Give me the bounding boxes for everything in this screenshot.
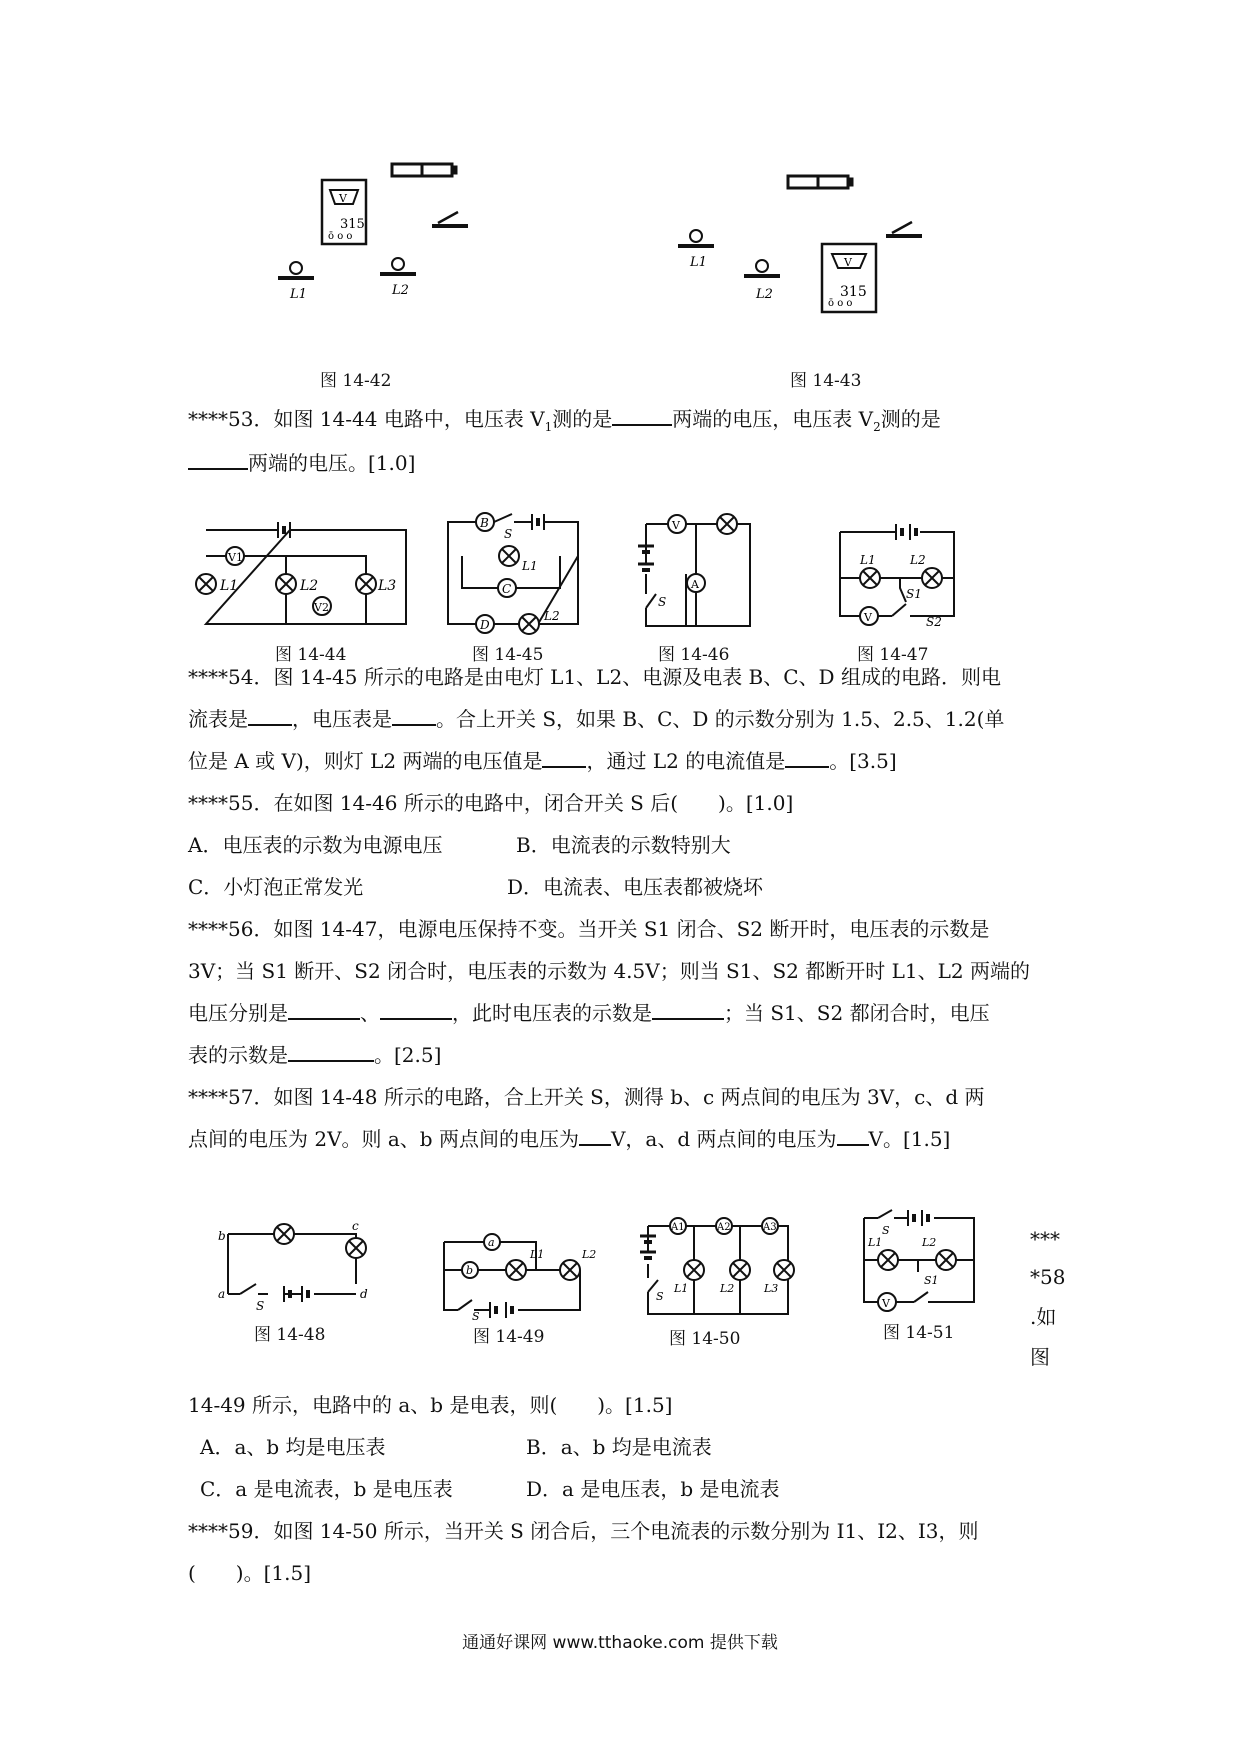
question-56-line-3: 电压分别是 、 ，此时电压表的示数是 ；当 S1、S2 都闭合时，电压 — [188, 992, 990, 1034]
lamp-l2-label: L2 — [922, 1236, 937, 1249]
switch-s1-label: S1 — [906, 587, 922, 601]
lamp-l3-label: L3 — [764, 1282, 779, 1295]
voltmeter-scale: 315 — [340, 217, 365, 232]
voltmeter-label: V — [844, 256, 852, 269]
lamp-l2-label: L2 — [392, 283, 409, 298]
figure-caption: 图 14-45 — [472, 645, 544, 665]
question-54-line-1: ****54．图 14-45 所示的电路是由电灯 L1、L2、电源及电表 B、C、D 组成的电路．则电 — [188, 665, 1001, 689]
answer-blank[interactable] — [785, 746, 829, 768]
switch-s-label: S — [658, 595, 667, 609]
lamp-l2-label: L2 — [544, 609, 560, 623]
question-58-side-3: .如 — [1030, 1305, 1057, 1329]
figure-14-46 — [636, 514, 756, 636]
question-58-side-4: 图 — [1030, 1345, 1050, 1369]
question-58-option-d[interactable]: D．a 是电压表，b 是电流表 — [526, 1477, 780, 1501]
switch-s-label: S — [882, 1224, 890, 1237]
figure-14-44 — [206, 512, 406, 632]
voltmeter-label: V — [339, 192, 347, 205]
answer-blank[interactable] — [288, 998, 360, 1020]
figure-caption: 图 14-42 — [320, 371, 392, 391]
answer-blank[interactable] — [837, 1124, 869, 1146]
ammeter-a1-label: A1 — [671, 1222, 685, 1233]
figure-14-47 — [840, 522, 960, 629]
meter-a-label: a — [488, 1236, 495, 1249]
svg-text:ō o o: ō o o — [328, 231, 353, 242]
ammeter-label: A — [691, 578, 699, 591]
meter-d-label: D — [480, 618, 490, 632]
question-54-line-3: 位是 A 或 V)，则灯 L2 两端的电压值是 ，通过 L2 的电流值是 。[3.5] — [188, 740, 897, 782]
answer-blank[interactable] — [579, 1124, 611, 1146]
page-footer: 通通好课网 www.tthaoke.com 提供下载 — [462, 1633, 778, 1653]
question-57-line-1: ****57．如图 14-48 所示的电路，合上开关 S，测得 b、c 两点间的电压为 3V，c、d 两 — [188, 1085, 985, 1109]
question-55-option-d[interactable]: D．电流表、电压表都被烧坏 — [507, 875, 764, 899]
lamp-l2-label: L2 — [910, 553, 926, 567]
figure-14-49 — [440, 1228, 600, 1323]
question-57-line-2: 点间的电压为 2V。则 a、b 两点间的电压为 V，a、d 两点间的电压为 V。[1.5] — [188, 1118, 950, 1160]
point-b-label: b — [218, 1229, 226, 1243]
voltmeter-label: V — [672, 519, 680, 532]
figure-14-45 — [448, 512, 598, 636]
question-58-side-1: *** — [1030, 1227, 1060, 1251]
meter-b-label: b — [466, 1264, 474, 1277]
lamp-l1-label: L1 — [530, 1248, 545, 1261]
question-59-line-1: ****59．如图 14-50 所示，当开关 S 闭合后，三个电流表的示数分别为 I1、I2、I3，则 — [188, 1519, 979, 1543]
figure-14-50 — [634, 1216, 804, 1322]
question-55-option-c[interactable]: C．小灯泡正常发光 — [188, 875, 364, 899]
figure-14-48 — [210, 1219, 380, 1314]
question-58-option-c[interactable]: C．a 是电流表，b 是电压表 — [200, 1477, 453, 1501]
lamp-l1-label: L1 — [522, 559, 538, 573]
answer-blank[interactable] — [248, 704, 292, 726]
answer-blank[interactable] — [288, 1040, 374, 1062]
answer-blank[interactable] — [612, 404, 672, 426]
figure-14-43 — [680, 150, 950, 330]
question-56-line-1: ****56．如图 14-47，电源电压保持不变。当开关 S1 闭合、S2 断开时，电压表的示数是 — [188, 917, 990, 941]
switch-s-label: S — [256, 1299, 265, 1313]
lamp-l3-label: L3 — [378, 578, 397, 594]
question-54-line-2: 流表是 ，电压表是 。合上开关 S，如果 B、C、D 的示数分别为 1.5、2.5、1.2(单 — [188, 698, 1004, 740]
switch-s1-label: S1 — [924, 1274, 939, 1287]
figure-caption: 图 14-51 — [883, 1323, 955, 1343]
voltmeter-scale: 315 — [840, 284, 867, 300]
lamp-l1-label: L1 — [220, 578, 239, 594]
lamp-l2-label: L2 — [720, 1282, 735, 1295]
voltmeter-label: V — [882, 1297, 890, 1310]
answer-blank[interactable] — [652, 998, 724, 1020]
switch-s-label: S — [656, 1290, 664, 1303]
voltmeter-v2-label: V2 — [314, 601, 329, 614]
figure-caption: 图 14-46 — [658, 645, 730, 665]
answer-blank[interactable] — [188, 448, 248, 470]
question-56-line-4: 表的示数是 。[2.5] — [188, 1034, 441, 1076]
ammeter-a2-label: A2 — [717, 1222, 731, 1233]
question-55-option-a[interactable]: A．电压表的示数为电源电压 — [188, 833, 443, 857]
figure-caption: 图 14-50 — [669, 1329, 741, 1349]
question-53-line-2: 两端的电压。[1.0] — [188, 442, 415, 484]
answer-blank[interactable] — [392, 704, 436, 726]
lamp-l1-label: L1 — [690, 255, 707, 270]
lamp-l2-label: L2 — [582, 1248, 597, 1261]
question-58-side-2: *58 — [1030, 1265, 1066, 1289]
lamp-l2-label: L2 — [756, 287, 773, 302]
question-59-line-2: ( )。[1.5] — [188, 1561, 312, 1585]
figure-caption: 图 14-47 — [857, 645, 929, 665]
switch-s-label: S — [504, 527, 513, 541]
point-d-label: d — [360, 1287, 368, 1301]
question-53-line-1: ****53．如图 14-44 电路中，电压表 $V_1$测的是 两端的电压，电压表 $V_2$测的是 — [188, 398, 941, 448]
question-55-option-b[interactable]: B．电流表的示数特别大 — [516, 833, 731, 857]
figure-caption: 图 14-48 — [254, 1325, 326, 1345]
question-58-stem: 14-49 所示，电路中的 a、b 是电表，则( )。[1.5] — [188, 1393, 673, 1417]
figure-caption: 图 14-44 — [275, 645, 347, 665]
answer-blank[interactable] — [542, 746, 586, 768]
point-a-label: a — [218, 1287, 226, 1301]
ammeter-a3-label: A3 — [763, 1222, 777, 1233]
svg-text:ō o o: ō o o — [828, 298, 853, 309]
meter-c-label: C — [502, 582, 512, 596]
voltmeter-label: V — [864, 611, 872, 624]
point-c-label: c — [352, 1219, 359, 1233]
figure-caption: 图 14-43 — [790, 371, 862, 391]
lamp-l1-label: L1 — [868, 1236, 883, 1249]
voltmeter-v1-label: V1 — [228, 551, 243, 564]
switch-s-label: S — [472, 1310, 480, 1323]
question-58-option-a[interactable]: A．a、b 均是电压表 — [200, 1435, 386, 1459]
figure-14-42 — [280, 150, 540, 330]
lamp-l1-label: L1 — [674, 1282, 689, 1295]
figure-14-51 — [860, 1208, 980, 1312]
question-58-option-b[interactable]: B．a、b 均是电流表 — [526, 1435, 712, 1459]
question-56-line-2: 3V；当 S1 断开、S2 闭合时，电压表的示数为 4.5V；则当 S1、S2 都断开时 L1、L2 两端的 — [188, 959, 1030, 983]
answer-blank[interactable] — [380, 998, 452, 1020]
question-55-stem: ****55．在如图 14-46 所示的电路中，闭合开关 S 后( )。[1.0] — [188, 791, 794, 815]
lamp-l2-label: L2 — [300, 578, 319, 594]
lamp-l1-label: L1 — [290, 287, 307, 302]
meter-b-label: B — [480, 516, 489, 530]
figure-caption: 图 14-49 — [473, 1327, 545, 1347]
lamp-l1-label: L1 — [860, 553, 876, 567]
switch-s2-label: S2 — [926, 615, 942, 629]
